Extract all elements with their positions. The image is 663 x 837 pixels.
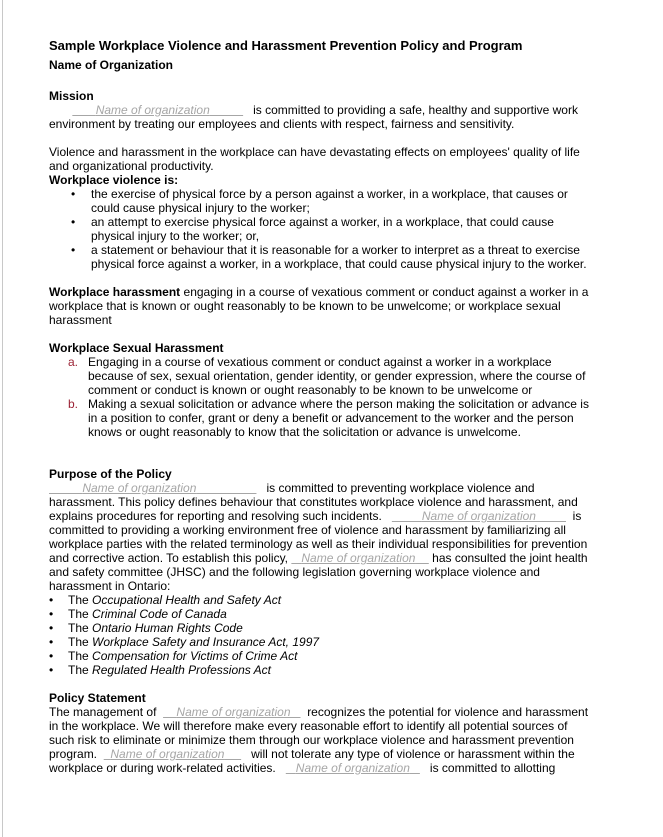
list-item: • the exercise of physical force by a person against a worker, in a workplace, that causes or could cause physical injury to the worker;: [49, 187, 594, 215]
org-placeholder[interactable]: Name of organization: [82, 481, 197, 495]
purpose-heading: Purpose of the Policy: [49, 467, 172, 481]
mission-heading: Mission: [49, 89, 94, 103]
list-item: • an attempt to exercise physical force against a worker, in a workplace, that could cause physical injury to the worker; or,: [49, 215, 594, 243]
org-placeholder[interactable]: Name of organization: [176, 705, 291, 719]
document-title: Sample Workplace Violence and Harassment Prevention Policy and Program: [49, 38, 523, 53]
list-item: • The Compensation for Victims of Crime Act: [49, 649, 594, 663]
list-item: a. Engaging in a course of vexatious comment or conduct against a worker in a workplace because of sex, sexual orientation, gender identity, or gender expression, where the course of comment or conduct is known or ought reasonably to be known to be unwelcome or: [68, 355, 586, 397]
org-placeholder[interactable]: Name of organization: [295, 761, 410, 775]
impact-paragraph: Violence and harassment in the workplace can have devastating effects on employees' quality of life and organizational productivity.: [49, 145, 580, 173]
policy-statement-paragraph: The management of Name of organization recognizes the potential for violence and harassment in the workplace. We will therefore make every reasonable effort to identify all potential sources of such risk to eliminate or minimize them through our workplace violence and harassment prevention program. Name of organization will not tolerate any type of violence or harassment within the workplace or during work-related activities. Name of organization is committed to allotting: [49, 705, 589, 775]
list-item: • The Workplace Safety and Insurance Act, 1997: [49, 635, 594, 649]
harassment-term: Workplace harassment: [49, 285, 181, 299]
list-item: b. Making a sexual solicitation or advance where the person making the solicitation or advance is in a position to confer, grant or deny a benefit or advancement to the worker and the person knows or ought reasonably to know that the solicitation or advance is unwelcome.: [68, 397, 589, 439]
violence-heading: Workplace violence is:: [49, 173, 179, 187]
org-placeholder[interactable]: Name of organization: [301, 551, 416, 565]
list-item: • The Occupational Health and Safety Act: [49, 593, 594, 607]
document-page: [49, 37, 594, 775]
sexual-harassment-list: [49, 355, 594, 439]
violence-list: [49, 187, 594, 271]
org-placeholder[interactable]: Name of organization: [421, 509, 536, 523]
list-item: • The Regulated Health Professions Act: [49, 663, 594, 677]
list-item: • The Ontario Human Rights Code: [49, 621, 594, 635]
sexual-harassment-heading: Workplace Sexual Harassment: [49, 341, 224, 355]
mission-paragraph: Name of organization is committed to providing a safe, healthy and supportive work environment by treating our employees and clients with respect, fairness and sensitivity.: [49, 103, 578, 131]
org-placeholder[interactable]: Name of organization: [110, 747, 225, 761]
legislation-list: [49, 593, 594, 677]
org-placeholder[interactable]: Name of organization: [95, 103, 210, 117]
organization-heading: Name of Organization: [49, 58, 174, 72]
list-item: • The Criminal Code of Canada: [49, 607, 594, 621]
harassment-paragraph: Workplace harassment engaging in a course of vexatious comment or conduct against a worker in a workplace that is known or ought reasonably to be known to be unwelcome; or workplace sexual harassment: [49, 285, 589, 327]
purpose-paragraph: Name of organization is committed to preventing workplace violence and harassment. This policy defines behaviour that constitutes workplace violence and harassment, and explains procedures for reporting and resolving such incidents. Name of organization is committed to providing a working environment free of violence and harassment by familiarizing all workplace parties with the related terminology as well as their individual responsibilities for prevention and corrective action. To establish this policy, Name of organization has consulted the joint health and safety committee (JHSC) and the following legislation governing workplace violence and harassment in Ontario:: [49, 481, 588, 593]
page-edge: [2, 0, 3, 837]
list-item: • a statement or behaviour that it is reasonable for a worker to interpret as a threat to exercise physical force against a worker, in a workplace, that could cause physical injury to the worker.: [49, 243, 594, 271]
policy-statement-heading: Policy Statement: [49, 691, 146, 705]
